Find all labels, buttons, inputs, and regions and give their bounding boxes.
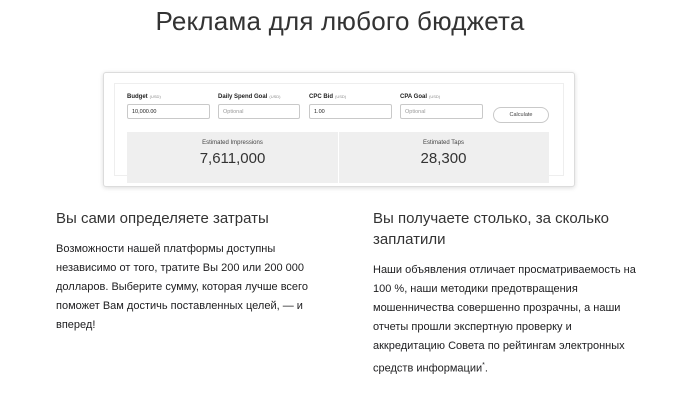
cpc-bid-label: CPC Bid $^{(USD)}$ <box>309 94 347 100</box>
cpc-bid-input[interactable]: 1.00 <box>309 104 392 119</box>
footnote-mark[interactable]: * <box>482 362 485 369</box>
budget-label: Budget $^{(USD)}$ <box>127 94 161 100</box>
right-column <box>373 208 643 379</box>
cpc-bid-field-group <box>309 94 392 119</box>
cpa-goal-field-group <box>400 94 483 119</box>
estimated-taps-label: Estimated Taps <box>423 140 464 146</box>
estimated-impressions-label: Estimated Impressions <box>202 140 263 146</box>
left-column-heading: Вы сами определяете затраты <box>56 210 269 227</box>
right-column-heading: Вы получаете столько, за сколько заплатили <box>373 210 610 248</box>
budget-field-group <box>127 94 210 119</box>
daily-spend-goal-input[interactable]: Optional <box>218 104 300 119</box>
budget-input[interactable]: 10,000.00 <box>127 104 210 119</box>
estimated-impressions-value: 7,611,000 <box>199 150 266 167</box>
left-column <box>56 208 326 335</box>
daily-spend-goal-field-group <box>218 94 300 119</box>
right-column-body <box>373 261 643 379</box>
cpa-goal-label: CPA Goal $^{(USD)}$ <box>400 94 441 100</box>
page-title: Реклама для любого бюджета <box>155 6 525 36</box>
estimated-taps-value: 28,300 <box>420 150 467 167</box>
right-column-body-text: Наши объявления отличает просматриваемость на 100 %, наши методики предотвращения мошенничества совершенно прозрачны, а наши отчеты прошли экспертную проверку и аккредитацию Совета по рейтингам электронных средств информации <box>373 264 636 375</box>
cpa-goal-input[interactable]: Optional <box>400 104 483 119</box>
estimated-impressions <box>127 132 338 167</box>
left-column-body: Возможности нашей платформы доступны независимо от того, тратите Вы 200 или 200 000 долларов. Выберите сумму, которая лучше всего поможет Вам достичь поставленных целей, — и вперед! <box>56 243 308 331</box>
calculate-button[interactable]: Calculate <box>493 107 549 123</box>
estimates-panel <box>127 132 549 183</box>
daily-spend-goal-label: Daily Spend Goal $^{(USD)}$ <box>218 94 281 100</box>
estimated-taps <box>338 132 549 167</box>
right-column-body-end: . <box>484 362 488 375</box>
